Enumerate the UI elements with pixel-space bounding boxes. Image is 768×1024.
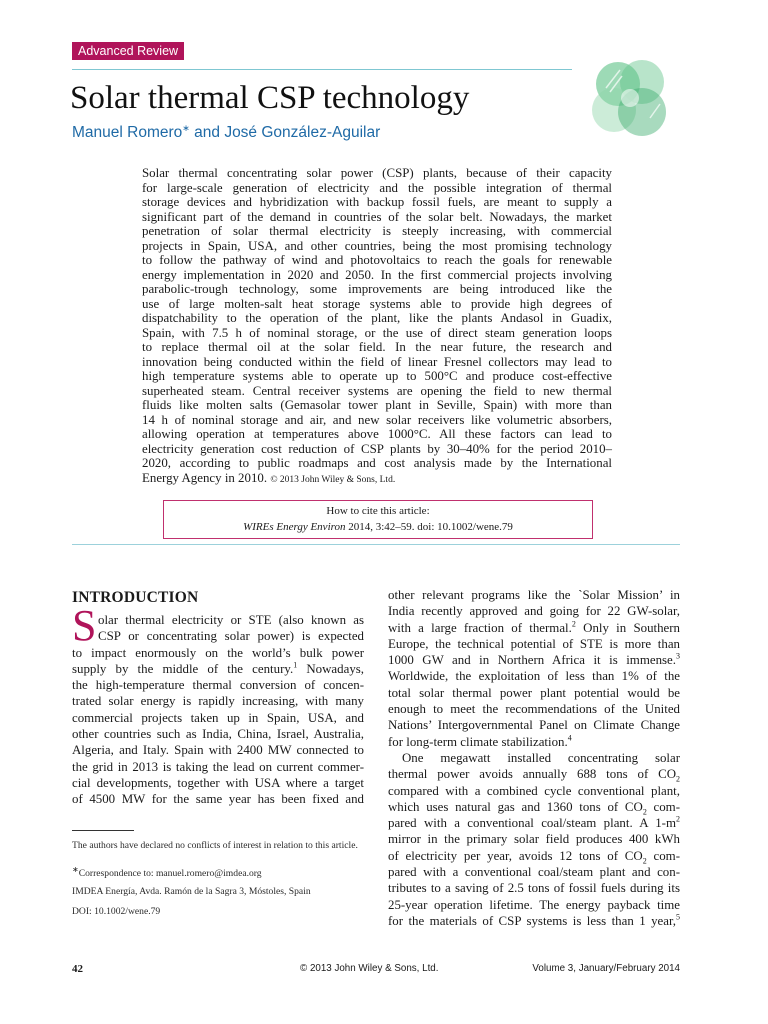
ref-2[interactable]: 2 — [571, 619, 576, 629]
journal-logo-circles-icon — [580, 48, 690, 158]
body-line: enough to meet the recommendations of the United — [388, 702, 680, 717]
abstract-line: energy implementation in 2020 and 2050. In the first commercial projects involving — [142, 267, 612, 282]
section-divider — [72, 544, 680, 545]
body-line: other relevant programs like the `Solar Mission’ in — [388, 588, 680, 602]
abstract — [142, 166, 612, 485]
abstract-line: superheated steam. Central receiver systems are opening the field to new thermal — [142, 383, 612, 398]
body-line: CSP or concentrating solar power) is expected — [98, 629, 364, 644]
body-line: for the materials of CSP systems is less than 1 year,$^5$ — [388, 912, 680, 928]
abstract-line: allowing operation at temperatures above 1000°C. All these factors can lead to — [142, 427, 612, 441]
body-line: thermal power avoids annually 688 tons of $CO_2$ — [388, 767, 680, 784]
footer-copyright: © 2013 John Wiley & Sons, Ltd. — [300, 963, 439, 974]
body-line: supply by the middle of the century.$^1$ Nowadays, — [72, 660, 364, 676]
body-line: cial developments, together with USA where a target — [72, 775, 364, 790]
body-line: for long-term climate stabilization.$^4$ — [388, 733, 572, 749]
cite-box — [163, 500, 593, 539]
body-line: total solar thermal power plant potential would be — [388, 685, 680, 700]
page-number: 42 — [72, 963, 83, 975]
abstract-final-text: Energy Agency in 2010. — [142, 470, 268, 485]
abstract-copyright: © 2013 John Wiley & Sons, Ltd. — [270, 474, 396, 485]
introduction-heading: INTRODUCTION — [72, 589, 199, 606]
body-line: 1000 GW and in Northern Africa it is immense.$^3$ — [388, 651, 680, 668]
footnote-correspondence — [72, 864, 372, 880]
ref-5[interactable]: 5 — [676, 912, 680, 922]
article-title: Solar thermal CSP technology — [70, 80, 470, 116]
cite-label: How to cite this article: — [326, 505, 430, 517]
abstract-line: storage devices and hybridization with backup fossil fuels, are meant to supply a — [142, 195, 612, 209]
header-rule — [72, 69, 572, 70]
abstract-line: Solar thermal concentrating solar power (CSP) plants, because of their capacity — [142, 166, 612, 180]
body-line: 25-year operation lifetime. The energy payback time — [388, 897, 680, 912]
body-line: Europe, the technical potential of STE is more than — [388, 636, 680, 651]
body-line: One megawatt installed concentrating solar — [402, 750, 680, 765]
footnote-affiliation: IMDEA Energía, Avda. Ramón de la Sagra 3, Móstoles, Spain — [72, 886, 311, 897]
body-line: which uses natural gas and 1360 tons of $CO_2$ com- — [388, 799, 680, 817]
body-line: the grid in 2013 is taking the lead on current commer- — [72, 759, 364, 774]
body-line: India recently approved and going for 22 GW-solar, — [388, 604, 680, 619]
abstract-line: Spain, with 7.5 h of nominal storage, or the use of direct steam generation loops — [142, 325, 612, 340]
abstract-last-line — [142, 471, 612, 486]
ref-4[interactable]: 4 — [567, 733, 572, 743]
cite-details: 2014, 3:42–59. doi: 10.1002/wene.79 — [345, 521, 513, 533]
abstract-line: projects in Spain, USA, and other countries, being the most promising technology — [142, 238, 612, 253]
body-line: the high-temperature thermal conversion of concen- — [72, 678, 364, 693]
body-line: Nations’ Intergovernmental Panel on Climate Change — [388, 718, 680, 733]
page-footer — [72, 963, 680, 977]
body-line: compared with a combined cycle conventional plant, — [388, 783, 680, 798]
abstract-line: 2020, according to public roadmaps and cost analysis made by the International — [142, 456, 612, 470]
author-romero[interactable]: Manuel Romero — [72, 124, 183, 141]
footnote-declaration: The authors have declared no conflicts of interest in relation to this article. — [72, 840, 358, 851]
body-line: mirror in the primary solar field produces 400 kWh — [388, 832, 680, 847]
author-gonzalez[interactable]: José González-Aguilar — [224, 124, 381, 141]
abstract-line: high temperature systems able to operate up to 500°C and produce cost-effective — [142, 369, 612, 383]
abstract-line: penetration of solar thermal electricity is steeply increasing, with commercial — [142, 224, 612, 238]
body-line: Algeria, and Italy. Spain with 2400 MW connected to — [72, 743, 364, 758]
body-line: with a large fraction of thermal.$^2$ Only in Southern — [388, 619, 680, 635]
drop-cap: S — [72, 601, 97, 650]
body-line: commercial projects taken up in Spain, USA, and — [72, 710, 364, 725]
abstract-line: parabolic-trough technology, some improvements are being introduced like the — [142, 282, 612, 296]
abstract-line: use of large molten-salt heat storage systems able to provide high degrees of — [142, 296, 612, 311]
body-line: of 4500 MW for the same year has been fixed and — [72, 792, 364, 807]
abstract-line: to follow the pathway of wind and photovoltaics to reach the goals for renewable — [142, 253, 612, 267]
correspondence-text[interactable]: Correspondence to: manuel.romero@imdea.org — [78, 868, 262, 879]
body-line: tributes to a saving of 2.5 tons of fossil fuels during its — [388, 881, 680, 896]
abstract-line: significant part of the demand in countries of the solar belt. Nowadays, the market — [142, 209, 612, 224]
abstract-line: 14 h of nominal storage and air, and new solar receivers like volumetric absorbers, — [142, 412, 612, 427]
footer-volume: Volume 3, January/February 2014 — [532, 963, 680, 974]
left-column — [72, 612, 364, 808]
corresponding-mark: ∗ — [182, 122, 190, 133]
body-line: of electricity per year, avoids 12 tons of $CO_2$ com- — [388, 848, 680, 866]
cite-reference[interactable] — [243, 521, 513, 533]
body-line: other countries such as India, China, Israel, Australia, — [72, 727, 364, 742]
author-connector: and — [189, 124, 225, 141]
ref-3[interactable]: 3 — [676, 651, 680, 661]
abstract-line: for large-scale generation of electricity and the possible integration of thermal — [142, 180, 612, 195]
author-line — [72, 124, 380, 142]
corresponding-mark-footnote: ∗ — [72, 864, 79, 874]
body-line: pared with a conventional coal/steam plant and con- — [388, 865, 680, 880]
cite-journal: WIREs Energy Environ — [243, 521, 346, 533]
abstract-line: dispatchability to the operation of the plant, like the plants Andasol in Guadix, — [142, 311, 612, 325]
footnote-doi[interactable]: DOI: 10.1002/wene.79 — [72, 906, 161, 917]
abstract-line: innovation being conducted within the field of linear Fresnel collectors may lead to — [142, 354, 612, 369]
abstract-line: to replace thermal oil at the solar field. In the near future, the research and — [142, 340, 612, 354]
body-line: trated solar energy is rapidly increasing, with many — [72, 694, 364, 709]
abstract-line: electricity generation cost reduction of CSP plants by 30–40% for the period 2010– — [142, 441, 612, 456]
body-line: pared with a conventional coal/steam plant. A $1-m^2$ — [388, 814, 680, 831]
right-column — [388, 587, 680, 929]
article-type-badge: Advanced Review — [72, 42, 184, 60]
body-line: to impact enormously on the world’s bulk power — [72, 645, 364, 660]
body-line: Worldwide, the exploitation of less than 1% of the — [388, 669, 680, 684]
footnote-rule — [72, 830, 134, 831]
ref-1[interactable]: 1 — [293, 660, 298, 670]
body-line: olar thermal electricity or STE (also known as — [98, 613, 364, 627]
abstract-line: fluids like molten salts (Gemasolar tower plant in Seville, Spain) with more than — [142, 398, 612, 412]
